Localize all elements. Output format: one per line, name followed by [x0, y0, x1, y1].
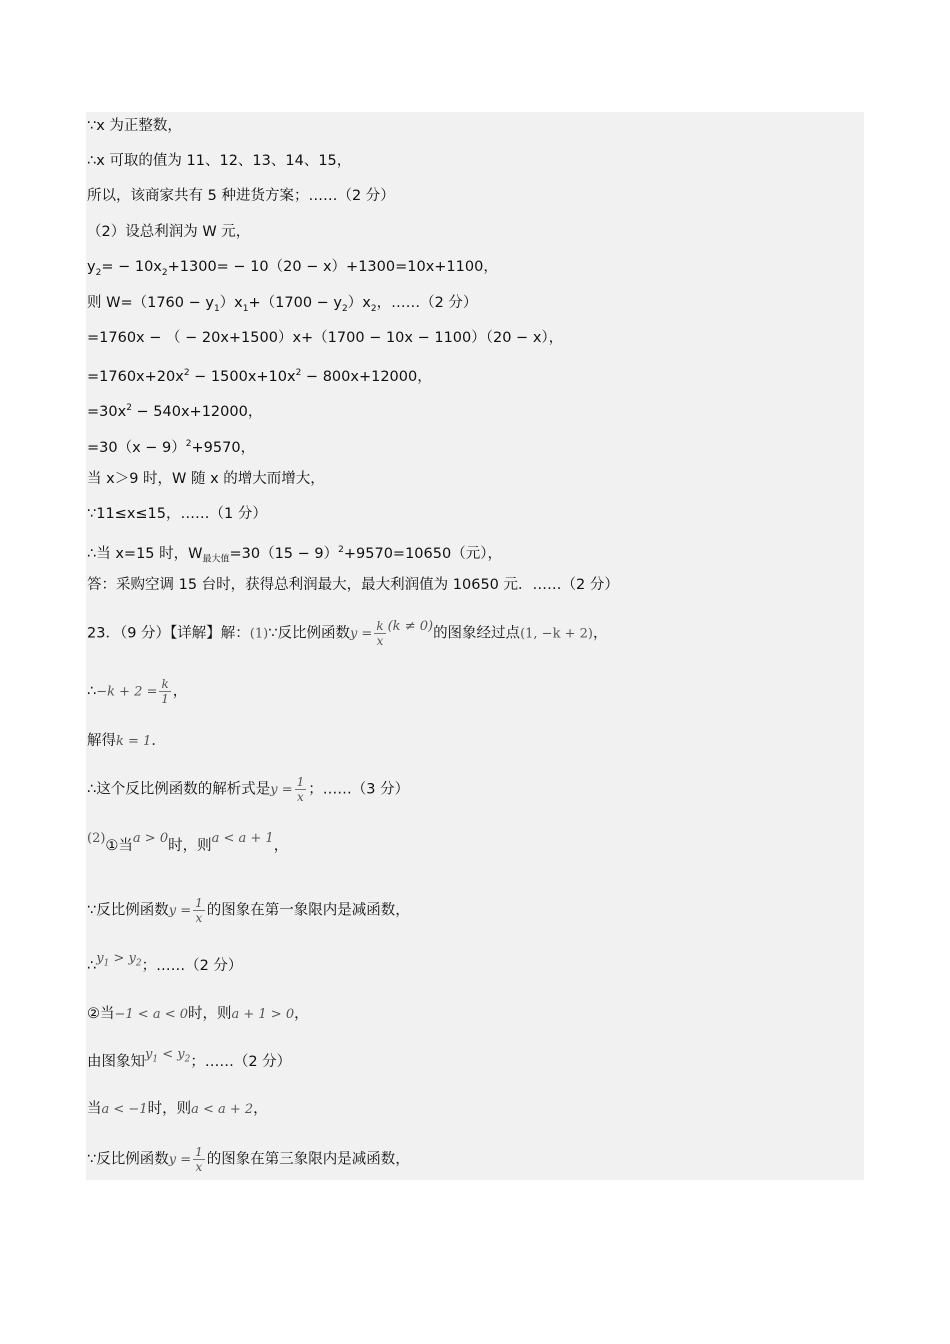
text-line-20: ∵反比例函数y = $\frac{1}{x}$ 的图象在第一象限内是减函数， — [87, 896, 410, 925]
fraction-1-over-x: $\frac{1}{x}$ — [195, 1145, 203, 1174]
text-line-14: 答：采购空调 15 台时，获得总利润最大，最大利润值为 10650 元．……（2 分） — [87, 577, 619, 593]
text-line-17: 解得k = 1． — [87, 733, 166, 749]
text-line-21: $\therefore y_1 > y_2$；……（2 分） — [87, 951, 243, 974]
text-line-25: ∵反比例函数y = $\frac{1}{x}$ 的图象在第三象限内是减函数， — [87, 1145, 410, 1174]
fraction-1-over-x: $\frac{1}{x}$ — [195, 896, 203, 925]
fraction-1-over-x: $\frac{1}{x}$ — [296, 775, 305, 804]
fraction-k-over-x: $\frac{k}{x}$ — [376, 619, 384, 648]
text-line-5: $y_2= - 10x_2+1300= - 10(20 - x)+1300=10x+1100$， — [87, 259, 498, 278]
text-line-1: ∵x 为正整数， — [87, 118, 182, 134]
text-line-15: 23．（9 分）【详解】解：(1)∵反比例函数y = $\frac{k}{x}$ (k ≠ 0)的图象经过点(1, −k + 2)， — [87, 618, 608, 648]
text-line-8: $=1760x+20x^2 - 1500x+10x^2 - 800x+12000$， — [87, 368, 432, 385]
text-line-9: $=30x^2 - 540x+12000$， — [87, 403, 263, 420]
text-line-7: =1760x − （ − 20x+1500）x+（1700 − 10x − 1100）（20 − x）， — [87, 330, 564, 346]
text-line-23: 由图象知$y_1 < y_2$；……（2 分） — [87, 1047, 292, 1070]
text-line-3: 所以，该商家共有 5 种进货方案；……（2 分） — [87, 188, 395, 204]
text-line-19: (2)①当a > 0时，则a < a + 1， — [87, 831, 289, 854]
text-line-24: 当a < −1时，则a < a + 2， — [87, 1101, 268, 1117]
text-line-12: ∵11≤x≤15，……（1 分） — [87, 506, 267, 522]
text-line-22: ②当−1 < a < 0时，则a + 1 > 0， — [87, 1006, 309, 1022]
text-line-11: 当 x＞9 时，W 随 x 的增大而增大， — [87, 471, 325, 487]
text-line-10: $=30(x - 9)^2+9570$， — [87, 439, 256, 456]
text-line-4: （2）设总利润为 W 元， — [87, 224, 251, 240]
text-line-6: 则 $W=(1760 - y_1)x_1+(1700 - y_2)x_2$，……（2 分） — [87, 295, 478, 314]
fraction-k-over-1: $\frac{k}{1}$ — [161, 677, 169, 706]
text-line-2: ∴x 可取的值为 11、12、13、14、15， — [87, 153, 352, 169]
text-line-18: ∴这个反比例函数的解析式是y = $\frac{1}{x}$ ；……（3 分） — [87, 775, 410, 804]
text-line-16: ∴−k + 2 = $\frac{k}{1}$ ， — [87, 677, 188, 706]
text-line-13: ∴当 x=15 时，$W_{最大值}=30(15 - 9)^2+9570=10650$（元）， — [87, 545, 502, 565]
